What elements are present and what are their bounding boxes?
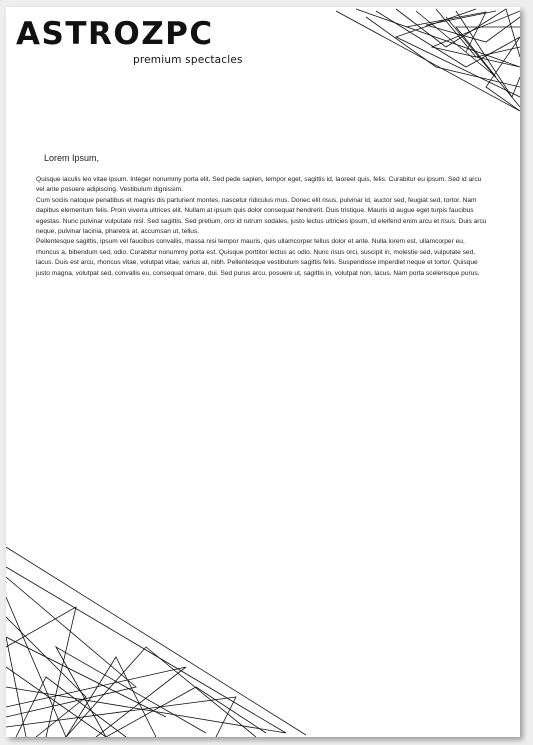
letter-body (36, 175, 488, 279)
letter-paragraph: Cum sociis natoque penatibus et magnis dis parturient montes, nascetur ridiculus mus. Donec elit risus, pulvinar id, auctor sed, feugiat sed, tortor. Nam dapibus elementum felis. Proin viverra ultrices elit. Nullam at ipsum quis dolor consequat hendrerit. Duis tristique. Mauris id augue eget turpis faucibus egestas. Nunc pulvinar vulputate nisl. Sed sagittis. Sed pretium, orci id rutrum sodales, justo lectus ultricies ipsum, id eleifend enim arcu et risus. Duis arcu neque, pulvinar lacinia, pharetra at, accumsan ut, tellus. (36, 196, 487, 236)
geometric-lines-top-right (336, 7, 520, 111)
brand-logo (16, 17, 251, 77)
letterhead-page (6, 7, 520, 737)
letter-paragraph: Quisque iaculis leo vitae ipsum. Integer nonummy porta elit. Sed pede sapien, tempor eget, sagittis id, laoreet quis, felis. Curabitur eu ipsum. Sed id arcu vel ante posuere adipiscing. Vestibulum dignissim. (36, 176, 482, 194)
letter-paragraph: Pellentesque sagittis, ipsum vel faucibus convallis, massa nisi tempor mauris, quis ullamcorper tellus dolor et ante. Nulla lorem est, ullamcorper eu, rhoncus a, bibendum sed, odio. Curabitur nonummy porta est. Quisque porttitor lectus ac odio. Nunc risus orci, suscipit in, molestie sed, vulputate sed, lacus. Duis est arcu, rhoncus vitae, volutpat vitae, varius at, nibh. Pellentesque vestibulum sagittis felis. Suspendisse imperdiet neque et tortor. Quisque justo magna, volutpat sed, convallis eu, consequat ornare, dui. Sed purus arcu, posuere ut, sagittis in, volutpat non, lacus. Nam porta scelerisque purus. (36, 238, 480, 277)
brand-tagline: premium spectacles (133, 54, 243, 66)
geometric-lines-bottom-left (6, 547, 306, 737)
brand-wordmark: ASTROZPC (16, 16, 214, 52)
letter-salutation: Lorem Ipsum, (44, 153, 100, 163)
